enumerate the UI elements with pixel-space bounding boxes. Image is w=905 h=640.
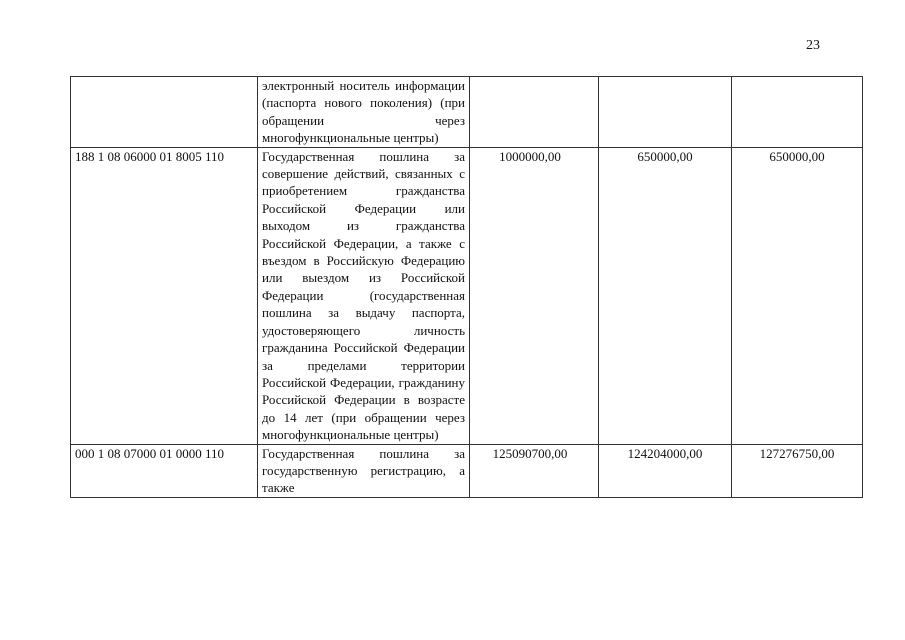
- table-row: [71, 147, 863, 444]
- table-row: [71, 444, 863, 497]
- income-name-text: Государственная пошлина за государственную регистрацию, а также: [262, 445, 465, 496]
- budget-code-cell: 000 1 08 07000 01 0000 110: [71, 444, 258, 497]
- value-cell-year-3: 650000,00: [732, 147, 863, 444]
- value-cell-year-2: 650000,00: [599, 147, 732, 444]
- value-cell-year-3: [732, 77, 863, 148]
- income-name-cell: электронный носитель информации (паспорта нового поколения) (при обращении через многофункциональные центры): [258, 77, 470, 148]
- income-name-cell: [258, 444, 470, 497]
- value-cell-year-3: 127276750,00: [732, 444, 863, 497]
- budget-code-cell: [71, 77, 258, 148]
- income-name-cell: Государственная пошлина за совершение действий, связанных с приобретением гражданства Российской Федерации или выходом из гражданства Российской Федерации, а также с въездом в Российскую Федерацию или выездом из Российской Федерации (государственная пошлина за выдачу паспорта, удостоверяющего личность гражданина Российской Федерации за пределами территории Российской Федерации, гражданину Российской Федерации в возрасте до 14 лет (при обращении через многофункциональные центры): [258, 147, 470, 444]
- page-number: 23: [806, 38, 820, 53]
- budget-table: [70, 76, 863, 498]
- budget-code-cell: 188 1 08 06000 01 8005 110: [71, 147, 258, 444]
- value-cell-year-1: 125090700,00: [470, 444, 599, 497]
- value-cell-year-1: 1000000,00: [470, 147, 599, 444]
- value-cell-year-2: 124204000,00: [599, 444, 732, 497]
- value-cell-year-2: [599, 77, 732, 148]
- value-cell-year-1: [470, 77, 599, 148]
- table-row: [71, 77, 863, 148]
